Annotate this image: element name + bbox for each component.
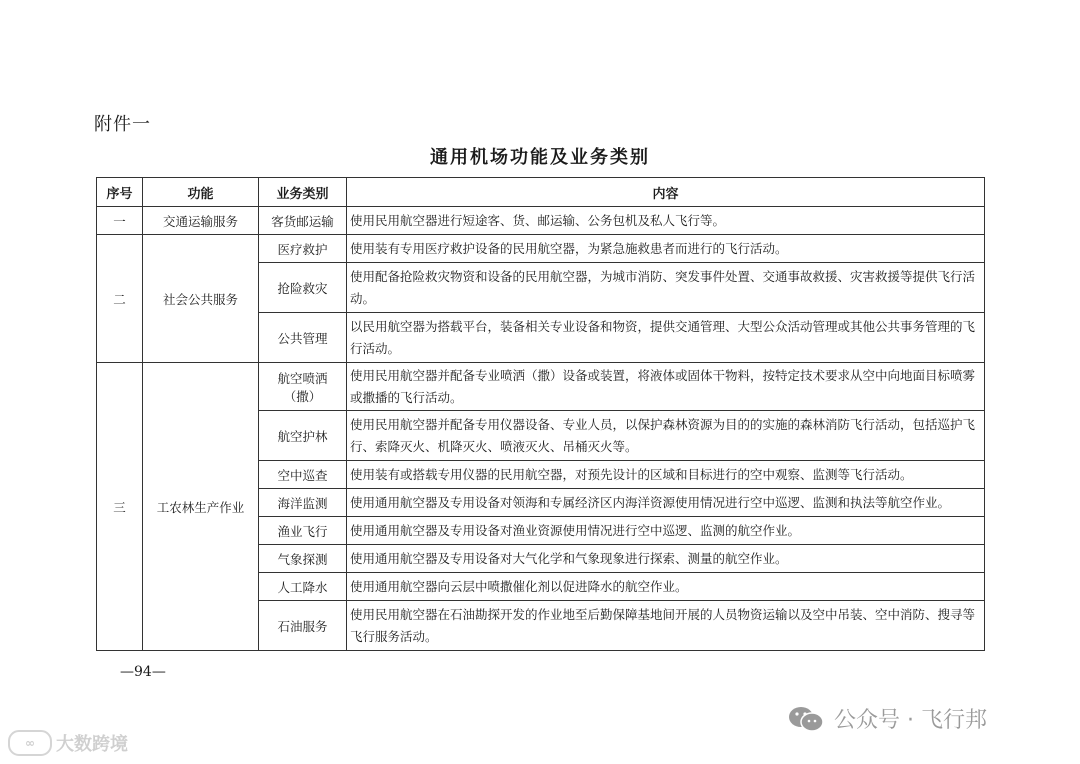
row-content: 使用民用航空器并配备专业喷洒（撒）设备或装置，将液体或固体干物料，按特定技术要求从空中向地面目标喷雾或撒播的飞行活动。	[347, 363, 985, 411]
brand-logo-icon: ∞	[8, 730, 52, 756]
business-category-table	[96, 177, 985, 651]
group-function: 交通运输服务	[143, 207, 259, 235]
header-no: 序号	[97, 178, 143, 207]
row-category: 医疗救护	[259, 235, 347, 263]
table-row	[97, 363, 985, 411]
row-content: 使用配备抢险救灾物资和设备的民用航空器，为城市消防、突发事件处置、交通事故救援、灾害救援等提供飞行活动。	[347, 263, 985, 313]
row-category: 人工降水	[259, 573, 347, 601]
row-category: 航空喷洒（撒）	[259, 363, 347, 411]
header-function: 功能	[143, 178, 259, 207]
group-function: 社会公共服务	[143, 235, 259, 363]
row-category: 气象探测	[259, 545, 347, 573]
group-no: 三	[97, 363, 143, 651]
table-row	[97, 235, 985, 263]
watermark-right	[786, 703, 987, 734]
row-category: 渔业飞行	[259, 517, 347, 545]
row-content: 使用民用航空器进行短途客、货、邮运输、公务包机及私人飞行等。	[347, 207, 985, 235]
row-content: 使用装有专用医疗救护设备的民用航空器，为紧急施救患者而进行的飞行活动。	[347, 235, 985, 263]
page-number: —94—	[120, 664, 166, 680]
group-function: 工农林生产作业	[143, 363, 259, 651]
table-header-row	[97, 178, 985, 207]
row-content: 以民用航空器为搭载平台，装备相关专业设备和物资，提供交通管理、大型公众活动管理或其他公共事务管理的飞行活动。	[347, 313, 985, 363]
row-category: 客货邮运输	[259, 207, 347, 235]
row-category: 海洋监测	[259, 489, 347, 517]
row-content: 使用装有或搭载专用仪器的民用航空器，对预先设计的区域和目标进行的空中观察、监测等飞行活动。	[347, 461, 985, 489]
group-no: 一	[97, 207, 143, 235]
row-category: 公共管理	[259, 313, 347, 363]
wechat-icon	[786, 704, 826, 734]
watermark-right-text: 公众号 · 飞行邦	[834, 708, 987, 733]
row-category: 航空护林	[259, 411, 347, 461]
row-content: 使用通用航空器及专用设备对领海和专属经济区内海洋资源使用情况进行空中巡逻、监测和执法等航空作业。	[347, 489, 985, 517]
row-content: 使用通用航空器及专用设备对大气化学和气象现象进行探索、测量的航空作业。	[347, 545, 985, 573]
header-content: 内容	[347, 178, 985, 207]
row-content: 使用民用航空器在石油勘探开发的作业地至后勤保障基地间开展的人员物资运输以及空中吊装、空中消防、搜寻等飞行服务活动。	[347, 601, 985, 651]
document-title: 通用机场功能及业务类别	[430, 147, 650, 168]
watermark-left-text: 大数跨境	[56, 734, 128, 755]
attachment-label: 附件一	[94, 114, 151, 135]
watermark-left	[8, 730, 128, 756]
table-row	[97, 207, 985, 235]
row-category: 空中巡查	[259, 461, 347, 489]
row-category: 抢险救灾	[259, 263, 347, 313]
header-category: 业务类别	[259, 178, 347, 207]
row-content: 使用民用航空器并配备专用仪器设备、专业人员，以保护森林资源为目的的实施的森林消防飞行活动，包括巡护飞行、索降灭火、机降灭火、喷液灭火、吊桶灭火等。	[347, 411, 985, 461]
group-no: 二	[97, 235, 143, 363]
row-category: 石油服务	[259, 601, 347, 651]
row-content: 使用通用航空器向云层中喷撒催化剂以促进降水的航空作业。	[347, 573, 985, 601]
row-content: 使用通用航空器及专用设备对渔业资源使用情况进行空中巡逻、监测的航空作业。	[347, 517, 985, 545]
